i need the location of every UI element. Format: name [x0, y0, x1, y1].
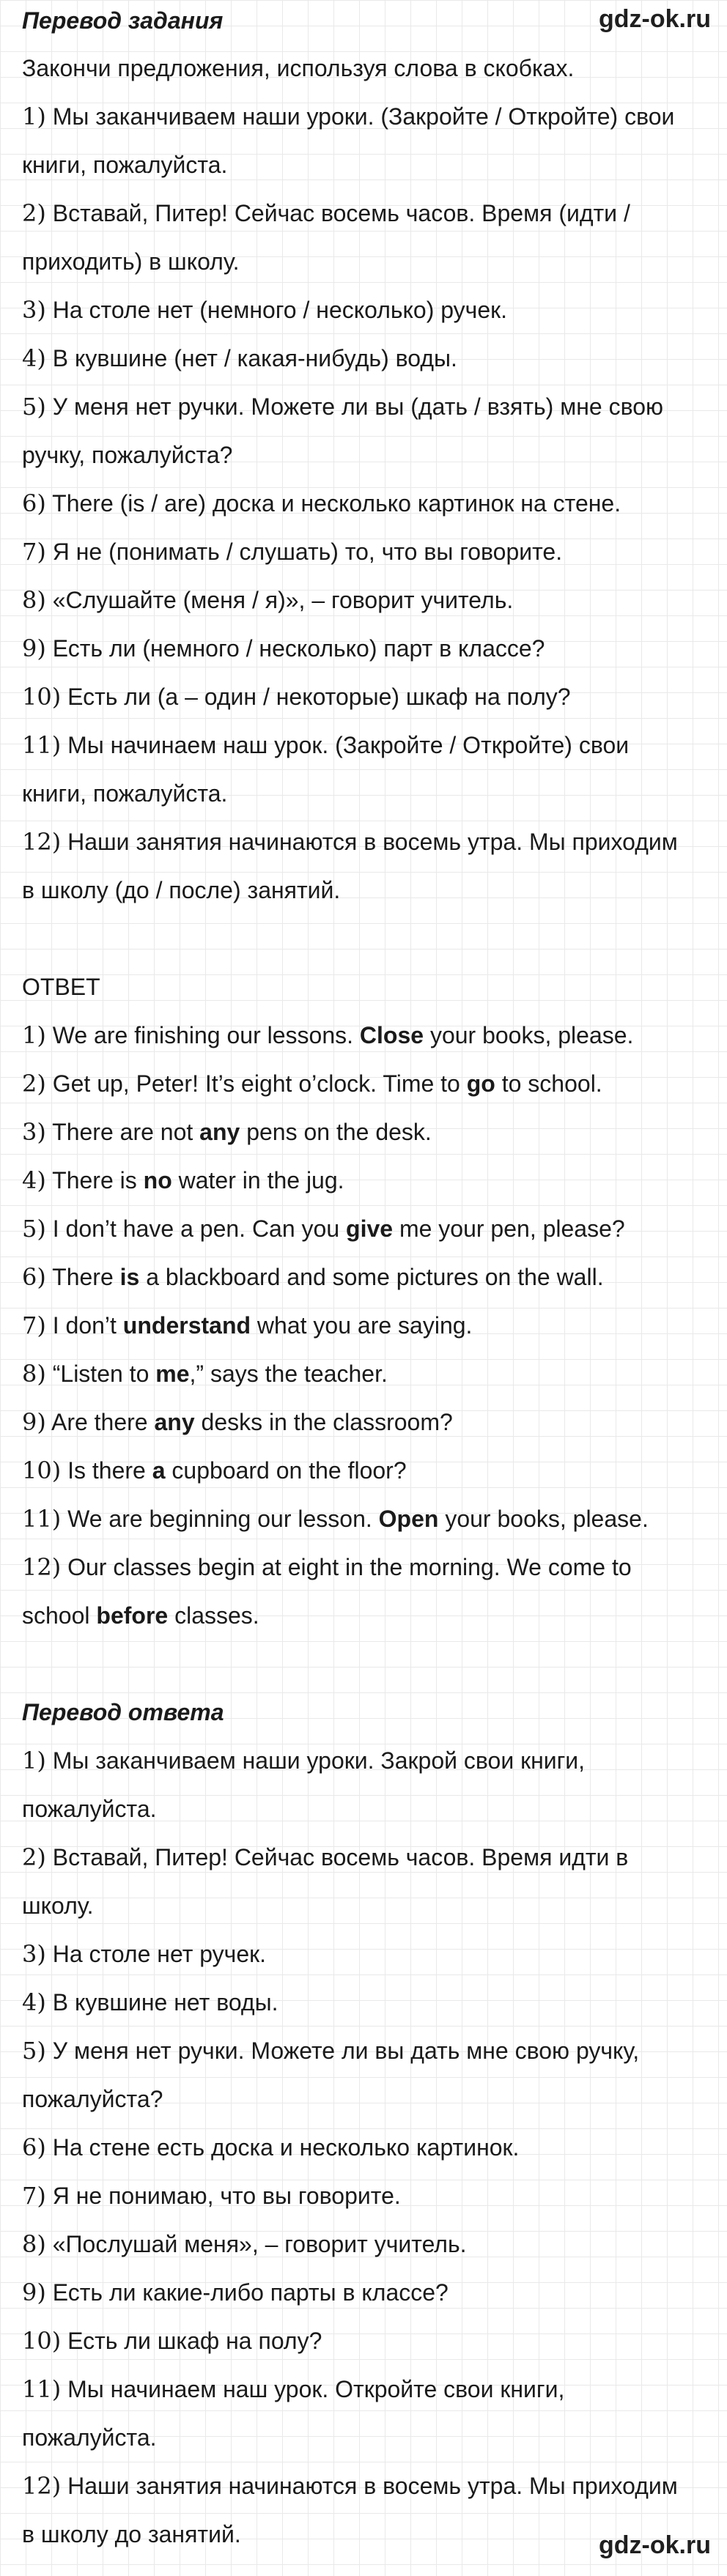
answer-line — [22, 1301, 711, 1350]
list-item — [22, 1011, 711, 1059]
answer-number: 10) — [22, 1457, 62, 1484]
translation-text: пожалуйста. — [22, 2424, 157, 2451]
task-line — [22, 866, 711, 914]
task-line — [22, 334, 711, 382]
task-number: 7) — [22, 538, 46, 566]
translation-line — [22, 1736, 711, 1785]
list-item — [22, 576, 711, 624]
task-number: 1) — [22, 103, 46, 130]
list-item — [22, 2027, 711, 2123]
list-item — [22, 1833, 711, 1930]
task-number: 11) — [22, 731, 62, 759]
list-item — [22, 1736, 711, 1833]
answer-text: Our classes begin at eight in the morning. We come to — [67, 1554, 632, 1580]
translation-text: Вставай, Питер! Сейчас восемь часов. Время идти в — [52, 1844, 629, 1870]
answer-text: me your pen, please? — [393, 1215, 625, 1242]
task-text: книги, пожалуйста. — [22, 152, 228, 178]
answer-text: a blackboard and some pictures on the wall. — [139, 1264, 604, 1290]
answer-keyword: any — [199, 1119, 240, 1145]
task-line — [22, 721, 711, 769]
task-text: Есть ли (а – один / некоторые) шкаф на полу? — [67, 684, 571, 710]
translation-text: «Послушай меня», – говорит учитель. — [52, 2231, 467, 2257]
site-watermark-bottom: gdz-ok.ru — [599, 2531, 711, 2559]
task-title: Перевод задания — [22, 7, 224, 34]
answer-text: I don’t — [52, 1312, 123, 1339]
translation-text: Мы начинаем наш урок. Откройте свои книги, — [67, 2376, 565, 2402]
answer-line — [22, 1446, 711, 1495]
answer-text: classes. — [168, 1602, 259, 1629]
answer-keyword: no — [143, 1167, 172, 1193]
answer-keyword: me — [155, 1361, 190, 1387]
answer-text: cupboard on the floor? — [165, 1457, 407, 1484]
task-number: 12) — [22, 828, 62, 856]
task-line — [22, 92, 711, 141]
answer-line — [22, 1156, 711, 1204]
translation-number: 7) — [22, 2182, 46, 2210]
answer-number: 11) — [22, 1505, 62, 1533]
translation-text: Наши занятия начинаются в восемь утра. Мы приходим — [67, 2473, 678, 2499]
answer-text: desks in the classroom? — [194, 1409, 453, 1435]
task-line — [22, 576, 711, 624]
answer-number: 6) — [22, 1263, 46, 1291]
list-item — [22, 2317, 711, 2365]
list-item — [22, 382, 711, 479]
translation-text: Есть ли какие-либо парты в классе? — [52, 2279, 449, 2306]
answer-number: 7) — [22, 1311, 46, 1339]
translation-line — [22, 2075, 711, 2123]
task-line — [22, 141, 711, 189]
answer-list — [22, 1011, 711, 1640]
list-item — [22, 1398, 711, 1446]
translation-line — [22, 2317, 711, 2365]
translation-line — [22, 1833, 711, 1881]
list-item — [22, 2268, 711, 2317]
list-item — [22, 1978, 711, 2027]
translation-line — [22, 2413, 711, 2462]
page-header — [22, 0, 711, 44]
translation-line — [22, 2462, 711, 2510]
answer-keyword: go — [466, 1070, 495, 1097]
answer-text: There is — [52, 1167, 144, 1193]
task-text: На столе нет (немного / несколько) ручек. — [52, 297, 508, 323]
task-text: Есть ли (немного / несколько) парт в классе? — [52, 635, 545, 662]
task-text: В кувшине (нет / какая-нибудь) воды. — [52, 345, 457, 371]
translation-text: Мы заканчиваем наши уроки. Закрой свои книги, — [52, 1747, 586, 1774]
list-item — [22, 1543, 711, 1640]
answer-number: 1) — [22, 1021, 46, 1049]
translation-line — [22, 1881, 711, 1930]
translation-number: 12) — [22, 2472, 62, 2500]
list-item — [22, 624, 711, 673]
answer-number: 8) — [22, 1360, 46, 1388]
list-item — [22, 673, 711, 721]
list-item — [22, 1253, 711, 1301]
task-text: Наши занятия начинаются в восемь утра. Мы приходим — [67, 829, 678, 855]
task-number: 10) — [22, 683, 62, 711]
translation-line — [22, 1978, 711, 2027]
answer-line — [22, 1398, 711, 1446]
translation-text: школу. — [22, 1892, 94, 1919]
list-item — [22, 92, 711, 189]
translation-line — [22, 2268, 711, 2317]
answer-text: Get up, Peter! It’s eight o’clock. Time to — [52, 1070, 467, 1097]
answer-keyword: Open — [378, 1506, 439, 1532]
translation-text: На столе нет ручек. — [52, 1941, 267, 1967]
answer-text: school — [22, 1602, 97, 1629]
translation-number: 6) — [22, 2133, 46, 2161]
translation-text: пожалуйста? — [22, 2086, 163, 2112]
list-item — [22, 1446, 711, 1495]
translation-list — [22, 1736, 711, 2558]
list-item — [22, 189, 711, 286]
answer-line — [22, 1059, 711, 1108]
task-text: Мы заканчиваем наши уроки. (Закройте / Откройте) свои — [52, 103, 675, 130]
list-item — [22, 1156, 711, 1204]
translation-text: в школу до занятий. — [22, 2521, 241, 2547]
site-watermark-top: gdz-ok.ru — [599, 5, 711, 33]
translation-line — [22, 2365, 711, 2413]
answer-line — [22, 1204, 711, 1253]
answer-number: 4) — [22, 1166, 46, 1194]
translation-number: 2) — [22, 1843, 46, 1871]
list-item — [22, 1204, 711, 1253]
answer-text: We are finishing our lessons. — [52, 1022, 360, 1048]
task-text: приходить) в школу. — [22, 248, 240, 275]
answer-text: to school. — [495, 1070, 602, 1097]
answer-number: 3) — [22, 1118, 46, 1146]
list-item — [22, 2123, 711, 2172]
translation-text: Есть ли шкаф на полу? — [67, 2328, 322, 2354]
translation-number: 10) — [22, 2327, 62, 2355]
translation-text: пожалуйста. — [22, 1796, 157, 1822]
task-number: 2) — [22, 199, 46, 227]
task-line — [22, 237, 711, 286]
task-line — [22, 673, 711, 721]
task-number: 5) — [22, 393, 46, 421]
task-line — [22, 479, 711, 528]
task-line — [22, 818, 711, 866]
answer-text: water in the jug. — [171, 1167, 344, 1193]
task-text: There (is / are) доска и несколько картинок на стене. — [52, 490, 621, 517]
task-instruction: Закончи предложения, используя слова в скобках. — [22, 55, 575, 81]
answer-line — [22, 1495, 711, 1543]
answer-keyword: before — [96, 1602, 169, 1629]
answer-title: ОТВЕТ — [22, 974, 100, 1000]
answer-line — [22, 1253, 711, 1301]
task-number: 9) — [22, 634, 46, 662]
list-item — [22, 334, 711, 382]
answer-line — [22, 1011, 711, 1059]
task-text: «Слушайте (меня / я)», – говорит учитель. — [52, 587, 514, 613]
answer-text: “Listen to — [52, 1361, 156, 1387]
answer-number: 5) — [22, 1215, 46, 1243]
answer-keyword: give — [346, 1215, 394, 1242]
translation-title: Перевод ответа — [22, 1699, 224, 1725]
answer-keyword: a — [152, 1457, 166, 1484]
task-line — [22, 431, 711, 479]
translation-number: 1) — [22, 1747, 46, 1774]
answer-line — [22, 1591, 711, 1640]
list-item — [22, 1930, 711, 1978]
document-page — [22, 0, 711, 2558]
answer-text: Are there — [51, 1409, 155, 1435]
answer-text: Is there — [67, 1457, 152, 1484]
answer-text: There — [52, 1264, 120, 1290]
translation-number: 11) — [22, 2375, 62, 2403]
translation-text: В кувшине нет воды. — [52, 1989, 278, 2016]
list-item — [22, 528, 711, 576]
task-line — [22, 624, 711, 673]
task-text: в школу (до / после) занятий. — [22, 877, 341, 903]
list-item — [22, 1495, 711, 1543]
answer-number: 2) — [22, 1070, 46, 1098]
answer-keyword: Close — [359, 1022, 424, 1048]
task-line — [22, 189, 711, 237]
answer-keyword: understand — [122, 1312, 251, 1339]
answer-text: pens on the desk. — [240, 1119, 432, 1145]
answer-text: There are not — [52, 1119, 200, 1145]
task-line — [22, 382, 711, 431]
answer-text: I don’t have a pen. Can you — [52, 1215, 347, 1242]
list-item — [22, 2172, 711, 2220]
task-text: Вставай, Питер! Сейчас восемь часов. Время (идти / — [52, 200, 630, 226]
translation-text: Я не понимаю, что вы говорите. — [52, 2183, 401, 2209]
list-item — [22, 2220, 711, 2268]
task-number: 8) — [22, 586, 46, 614]
list-item — [22, 818, 711, 914]
task-text: У меня нет ручки. Можете ли вы (дать / взять) мне свою — [52, 393, 663, 420]
translation-line — [22, 1785, 711, 1833]
translation-line — [22, 2172, 711, 2220]
answer-line — [22, 1108, 711, 1156]
translation-line — [22, 2123, 711, 2172]
translation-number: 9) — [22, 2279, 46, 2306]
translation-text: У меня нет ручки. Можете ли вы дать мне свою ручку, — [52, 2038, 640, 2064]
answer-keyword: any — [154, 1409, 195, 1435]
task-text: ручку, пожалуйста? — [22, 442, 233, 468]
answer-text: your books, please. — [424, 1022, 634, 1048]
translation-number: 5) — [22, 2037, 46, 2065]
task-number: 3) — [22, 296, 46, 324]
task-line — [22, 528, 711, 576]
answer-number: 9) — [22, 1408, 46, 1436]
list-item — [22, 2365, 711, 2462]
task-text: Мы начинаем наш урок. (Закройте / Откройте) свои — [67, 732, 630, 758]
list-item — [22, 1108, 711, 1156]
task-line — [22, 769, 711, 818]
answer-text: what you are saying. — [251, 1312, 473, 1339]
answer-line — [22, 1350, 711, 1398]
list-item — [22, 721, 711, 818]
task-list — [22, 92, 711, 914]
translation-number: 4) — [22, 1988, 46, 2016]
translation-line — [22, 1930, 711, 1978]
task-text: книги, пожалуйста. — [22, 780, 228, 807]
section-spacer — [22, 914, 711, 963]
list-item — [22, 286, 711, 334]
answer-text: your books, please. — [438, 1506, 649, 1532]
list-item — [22, 1350, 711, 1398]
list-item — [22, 1301, 711, 1350]
answer-number: 12) — [22, 1553, 62, 1581]
answer-line — [22, 1543, 711, 1591]
translation-line — [22, 2220, 711, 2268]
section-spacer — [22, 1640, 711, 1688]
task-line — [22, 286, 711, 334]
answer-keyword: is — [119, 1264, 140, 1290]
list-item — [22, 479, 711, 528]
translation-number: 8) — [22, 2230, 46, 2258]
task-number: 6) — [22, 489, 46, 517]
answer-text: ,” says the teacher. — [189, 1361, 388, 1387]
translation-line — [22, 2027, 711, 2075]
task-text: Я не (понимать / слушать) то, что вы говорите. — [52, 538, 563, 565]
task-number: 4) — [22, 344, 46, 372]
translation-number: 3) — [22, 1940, 46, 1968]
answer-text: We are beginning our lesson. — [67, 1506, 379, 1532]
translation-text: На стене есть доска и несколько картинок. — [52, 2134, 520, 2161]
list-item — [22, 1059, 711, 1108]
